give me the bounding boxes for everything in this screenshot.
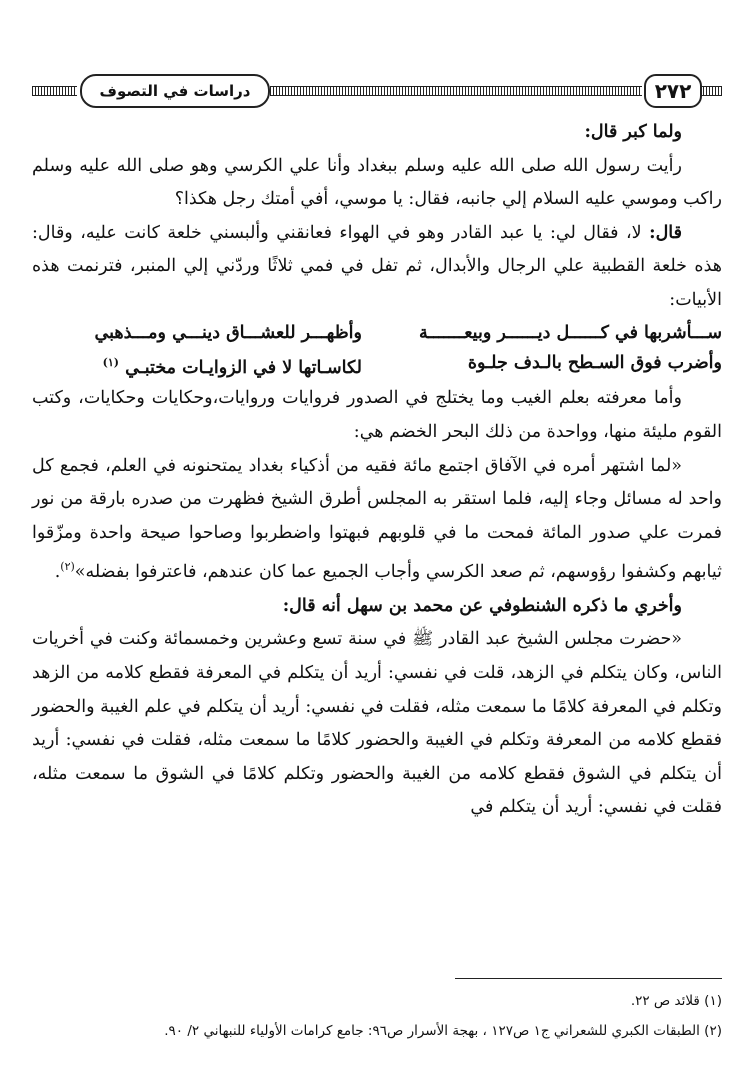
header-rule-right — [700, 86, 722, 96]
running-title: دراسات في التصوف — [80, 74, 270, 108]
page-number: ٢٧٢ — [644, 74, 702, 108]
footnote-2: (٢) الطبقات الكبري للشعراني ج١ ص١٢٧ ، بهجة الأسرار ص٩٦: جامع كرامات الأولياء للنبهاني ٢/ ٩٠. — [164, 1023, 722, 1039]
poem-line-1-second-hemistich: وأظهـــر للعشـــاق دينـــي ومـــذهبي — [94, 322, 362, 343]
footnote-1: (١) قلائد ص ٢٢. — [630, 993, 722, 1009]
footnote-ref-2: (٢) — [60, 560, 75, 574]
poem-line-1-first-hemistich: ســـأشربها في كــــــل ديــــــر وبيعـــــــة — [418, 322, 722, 343]
footnotes — [32, 986, 722, 1046]
paragraph-3-text: لا، فقال لي: يا عبد القادر وهو في الهواء فعانقني وألبسني خلعة كانت عليه، وقال: هذه خلعة القطبية علي الرجال والأبدال، ثم تفل في فمي ثلاثًا وردّني إلي المنبر، فترنمت هذه الأبيات: — [32, 222, 722, 310]
header-rule-middle — [270, 86, 642, 96]
poem-line-2-first-hemistich: وأضرب فوق السـطح بالـدف جلـوة — [467, 352, 722, 373]
paragraph-5-end: . — [54, 562, 61, 583]
paragraph-7: «حضرت مجلس الشيخ عبد القادر ﷺ في سنة تسع وعشرين وخمسمائة وكنت في أخريات الناس، وكان يتكلم في الزهد، قلت في نفسي: أريد أن يتكلم في المعرفة فقطع كلامه من الزهد وتكلم في المعرفة كلامًا ما سمعت مثله، فقلت في نفسي: أريد أن يتكلم في علم الغيبة والحضور فقطع كلامه من المعرفة وتكلم في الغيبة والحضور كلامًا ما سمعت مثله، فقلت في نفسي: أريد أن يتكلم في الشوق فقطع كلامه من الغيبة والحضور وتكلم كلامًا في الشوق ما سمعت مثله، فقلت في نفسي: أريد أن يتكلم في — [32, 629, 722, 818]
paragraph-3-lead: قال: — [649, 222, 682, 243]
page-body — [32, 116, 722, 825]
poem-line-1 — [32, 318, 722, 348]
header-rule-left — [32, 86, 77, 96]
poem-line-2-text: لكاسـاتها لا في الزوايـات مختبـي — [125, 357, 362, 378]
footnote-divider — [455, 978, 722, 979]
paragraph-3 — [32, 217, 722, 318]
page-header — [32, 72, 722, 108]
paragraph-5-text: «لما اشتهر أمره في الآفاق اجتمع مائة فقيه من أذكياء بغداد يمتحنونه في العلم، فجمع كل واحد له مسائل وجاء إليه، فلما استقر به المجلس أطرق الشيخ فظهرت من صدره بارقة من نور فمرت علي صدور المائة فمحت ما في قلوبهم فبهتوا واضطربوا وصاحوا صيحة واحدة ومزّقوا ثيابهم وكشفوا رؤوسهم، ثم صعد الكرسي وأجاب الجميع عما كان عندهم، فاعترفوا بفضله» — [32, 455, 722, 583]
paragraph-4: وأما معرفته بعلم الغيب وما يختلج في الصدور فروايات وروايات،وحكايات وحكايات، وكتب القوم مليئة منها، وواحدة من ذلك البحر الخضم هي: — [32, 388, 722, 442]
paragraph-5 — [32, 450, 722, 590]
paragraph-2: رأيت رسول الله صلى الله عليه وسلم ببغداد وأنا علي الكرسي وهو صلى الله عليه وسلم راكب وموسي عليه السلام إلي جانبه، فقال: يا موسي، أفي أمتك رجل هكذا؟ — [32, 155, 722, 210]
poem-line-2-second-hemistich — [32, 348, 362, 383]
footnote-ref-1: (١) — [102, 355, 119, 369]
poem-line-2 — [32, 348, 722, 383]
paragraph-6: وأخري ما ذكره الشنطوفي عن محمد بن سهل أنه قال: — [282, 595, 682, 616]
paragraph-1: ولما كبر قال: — [584, 122, 682, 142]
